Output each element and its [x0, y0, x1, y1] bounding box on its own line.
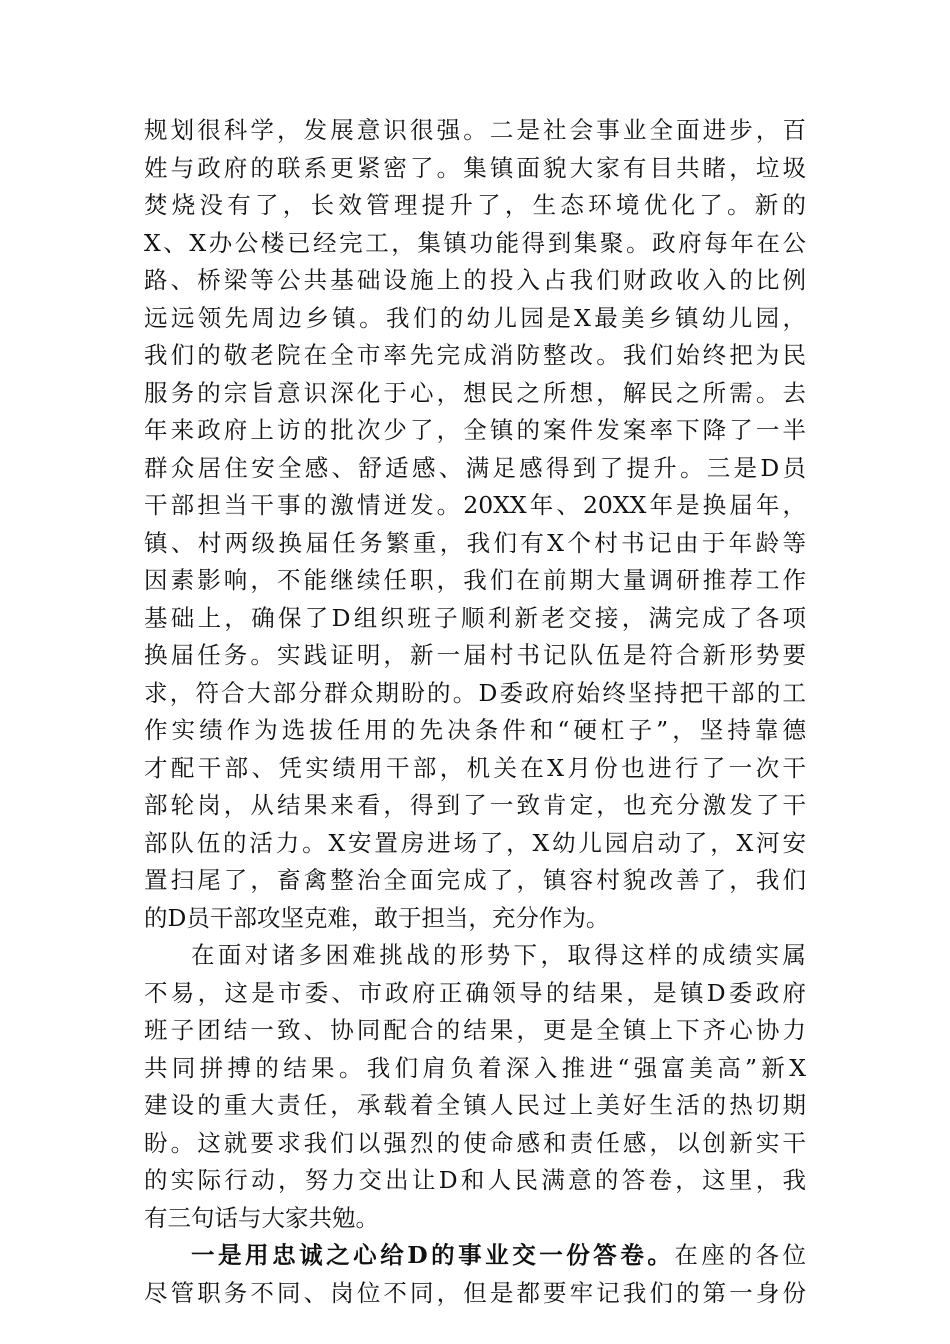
- text-line: 服务的宗旨意识深化于心，想民之所想，解民之所需。去: [144, 378, 806, 407]
- text-line: X、X办公楼已经完工，集镇功能得到集聚。政府每年在公: [144, 228, 806, 257]
- text-line: 求，符合大部分群众期盼的。D委政府始终坚持把干部的工: [144, 678, 806, 707]
- text-line: 焚烧没有了，长效管理提升了，生态环境优化了。新的: [144, 191, 806, 219]
- paragraph-first-point: [144, 1237, 806, 1312]
- text-line: 的D员干部攻坚克难，敢于担当，充分作为。: [144, 903, 610, 932]
- text-line: 换届任务。实践证明，新一届村书记队伍是符合新形势要: [144, 641, 806, 669]
- text-line: 规划很科学，发展意识很强。二是社会事业全面进步，百: [144, 116, 806, 144]
- document-body: [144, 112, 806, 1312]
- text-line: 镇、村两级换届任务繁重，我们有X个村书记由于年龄等: [144, 528, 806, 557]
- text-line: 姓与政府的联系更紧密了。集镇面貌大家有目共睹，垃圾: [144, 153, 806, 182]
- text-line: 干部担当干事的激情迸发。20XX年、20XX年是换届年，: [144, 491, 806, 519]
- text-line: 远远领先周边乡镇。我们的幼儿园是X最美乡镇幼儿园，: [144, 303, 806, 332]
- text-line: [144, 1237, 806, 1275]
- text-line: 共同拼搏的结果。我们肩负着深入推进“强富美高”新X: [144, 1053, 806, 1082]
- text-line: 基础上，确保了D组织班子顺利新老交接，满完成了各项: [144, 603, 806, 632]
- text-run: 在座的各位: [674, 1241, 806, 1269]
- text-line: 我们的敬老院在全市率先完成消防整改。我们始终把为民: [144, 341, 806, 369]
- text-line: 因素影响，不能继续任职，我们在前期大量调研推荐工作: [144, 566, 806, 594]
- text-line: 有三句话与大家共勉。: [144, 1203, 379, 1232]
- text-line: 班子团结一致、协同配合的结果，更是全镇上下齐心协力: [144, 1016, 806, 1044]
- text-line: 作实绩作为选拔任用的先决条件和“硬杠子”，坚持靠德: [144, 716, 806, 744]
- text-line: 盼。这就要求我们以强烈的使命感和责任感，以创新实干: [144, 1128, 806, 1157]
- text-line: 尽管职务不同、岗位不同，但是都要牢记我们的第一身份: [144, 1278, 806, 1307]
- section-heading: 一是用忠诚之心给D的事业交一份答卷。: [191, 1241, 675, 1269]
- text-line: 才配干部、凭实绩用干部，机关在X月份也进行了一次干: [144, 753, 806, 782]
- text-line: 部队伍的活力。X安置房进场了，X幼儿园启动了，X河安: [144, 828, 806, 857]
- text-line: 在面对诸多困难挑战的形势下，取得这样的成绩实属: [191, 941, 806, 969]
- paragraph-summary: [144, 937, 806, 1237]
- text-line: 群众居住安全感、舒适感、满足感得到了提升。三是D员: [144, 453, 806, 482]
- paragraph-achievements: [144, 112, 806, 937]
- text-line: 建设的重大责任，承载着全镇人民过上美好生活的热切期: [144, 1091, 806, 1119]
- text-line: 置扫尾了，畜禽整治全面完成了，镇容村貌改善了，我们: [144, 866, 806, 894]
- text-line: 的实际行动，努力交出让D和人民满意的答卷，这里，我: [144, 1166, 806, 1194]
- text-line: 不易，这是市委、市政府正确领导的结果，是镇D委政府: [144, 978, 806, 1007]
- text-line: 部轮岗，从结果来看，得到了一致肯定，也充分激发了干: [144, 791, 806, 819]
- text-line: 路、桥梁等公共基础设施上的投入占我们财政收入的比例: [144, 266, 806, 294]
- text-line: 年来政府上访的批次少了，全镇的案件发案率下降了一半: [144, 416, 806, 444]
